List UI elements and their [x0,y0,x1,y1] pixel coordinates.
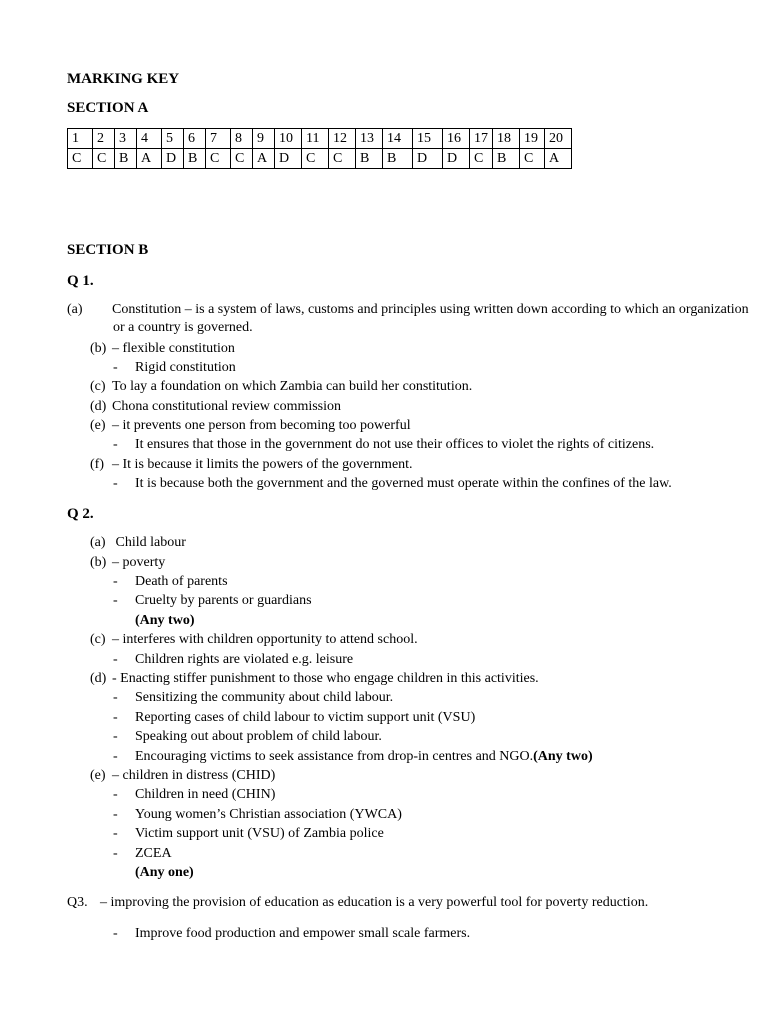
q1-a-text: Constitution – is a system of laws, customs and principles using written down according to which an organization or a country is governed. [112,302,749,335]
dash-bullet: - [113,593,118,608]
question-number-cell: 12 [329,129,356,149]
dash-bullet: - [113,826,118,841]
q2-e-label: (e) [90,768,106,783]
q2-d-sub3: Speaking out about problem of child labour. [135,729,382,744]
q2-heading: Q 2. [67,506,94,522]
question-number-cell: 9 [253,129,275,149]
q2-e-sub3: Victim support unit (VSU) of Zambia police [135,826,384,841]
q1-f [90,456,413,474]
answer-cell: A [545,149,572,169]
q1-d [90,398,341,416]
q2-b-text: – poverty [112,555,166,570]
dash-bullet: - [113,652,118,667]
answer-cell: B [115,149,137,169]
answer-row [68,149,572,169]
q2-d [90,670,539,688]
question-number-cell: 15 [413,129,443,149]
question-number-cell: 3 [115,129,137,149]
question-number-cell: 13 [356,129,383,149]
answer-cell: D [162,149,184,169]
answer-cell: B [383,149,413,169]
dash-bullet: - [113,476,118,491]
question-number-cell: 19 [520,129,545,149]
q2-e [90,767,275,785]
q2-d-sub2: Reporting cases of child labour to victim support unit (VSU) [135,710,476,725]
dash-bullet: - [113,787,118,802]
q1-f-text: – It is because it limits the powers of the government. [112,457,413,472]
answer-cell: D [275,149,302,169]
q2-d-sub1: Sensitizing the community about child labour. [135,690,394,705]
answer-cell: C [520,149,545,169]
q1-a-label: (a) [67,302,83,317]
question-number-cell: 16 [443,129,470,149]
question-number-cell: 5 [162,129,184,149]
q1-b-label: (b) [90,341,107,356]
q2-c-sub1: Children rights are violated e.g. leisure [135,652,354,667]
dash-bullet: - [113,360,118,375]
dash-bullet: - [113,807,118,822]
question-number-cell: 7 [206,129,231,149]
q1-c-label: (c) [90,379,106,394]
q2-e-text: – children in distress (CHID) [112,768,276,783]
q2-b-sub2: Cruelty by parents or guardians [135,593,312,608]
question-number-row [68,129,572,149]
answer-cell: C [93,149,115,169]
dash-bullet: - [113,749,118,764]
q1-d-label: (d) [90,399,107,414]
q1-heading: Q 1. [67,273,94,289]
answer-cell: C [68,149,93,169]
question-number-cell: 11 [302,129,329,149]
answer-key-table [67,128,572,169]
dash-bullet: - [113,729,118,744]
q1-a [67,301,753,337]
q1-f-sub1: It is because both the government and the governed must operate within the confines of the law. [135,476,672,491]
question-number-cell: 10 [275,129,302,149]
q1-e-sub1: It ensures that those in the government do not use their offices to violet the rights of citizens. [135,437,655,452]
question-number-cell: 8 [231,129,253,149]
dash-bullet: - [113,437,118,452]
q3-label: Q3. [67,895,88,910]
q2-e-note: (Any one) [135,865,194,880]
dash-bullet: - [113,574,118,589]
q1-b [90,340,235,358]
answer-cell: C [470,149,493,169]
answer-cell: C [231,149,253,169]
answer-cell: C [206,149,231,169]
q3-sub1: Improve food production and empower small scale farmers. [135,926,471,941]
section-a-title: SECTION A [67,100,149,116]
dash-bullet: - [113,926,118,941]
answer-cell: A [253,149,275,169]
q2-a-text: Child labour [112,535,186,550]
question-number-cell: 2 [93,129,115,149]
q2-c [90,631,418,649]
question-number-cell: 17 [470,129,493,149]
question-number-cell: 14 [383,129,413,149]
q1-b-text: – flexible constitution [112,341,235,356]
q2-c-text: – interferes with children opportunity to attend school. [112,632,418,647]
q2-e-sub4: ZCEA [135,846,172,861]
q1-e-text: – it prevents one person from becoming too powerful [112,418,411,433]
section-b-title: SECTION B [67,242,149,258]
dash-bullet: - [113,846,118,861]
q1-d-text: Chona constitutional review commission [112,399,342,414]
q2-d-text: - Enacting stiffer punishment to those who engage children in this activities. [112,671,539,686]
dash-bullet: - [113,710,118,725]
marking-key-title: MARKING KEY [67,71,180,87]
q2-a-label: (a) [90,535,106,550]
answer-cell: B [184,149,206,169]
answer-cell: B [493,149,520,169]
q3-text: – improving the provision of education as education is a very powerful tool for poverty reduction. [100,895,649,910]
question-number-cell: 1 [68,129,93,149]
q2-d-note: (Any two) [533,749,593,764]
question-number-cell: 4 [137,129,162,149]
q2-e-sub1: Children in need (CHIN) [135,787,276,802]
q1-e-label: (e) [90,418,106,433]
q2-b-label: (b) [90,555,107,570]
answer-cell: B [356,149,383,169]
q2-b-sub1: Death of parents [135,574,228,589]
answer-cell: D [413,149,443,169]
q2-d-sub4-text: Encouraging victims to seek assistance from drop-in centres and NGO. [135,749,534,764]
q2-d-sub4 [135,748,593,766]
q2-c-label: (c) [90,632,106,647]
q2-b [90,554,165,572]
question-number-cell: 6 [184,129,206,149]
question-number-cell: 20 [545,129,572,149]
q1-e [90,417,411,435]
question-number-cell: 18 [493,129,520,149]
q2-a [90,534,186,552]
answer-cell: C [302,149,329,169]
dash-bullet: - [113,690,118,705]
answer-cell: D [443,149,470,169]
q1-b-sub1: Rigid constitution [135,360,236,375]
answer-cell: C [329,149,356,169]
q1-c [90,378,472,396]
q2-e-sub2: Young women’s Christian association (YWCA) [135,807,402,822]
q2-b-note: (Any two) [135,613,195,628]
q1-c-text: To lay a foundation on which Zambia can build her constitution. [112,379,473,394]
q1-f-label: (f) [90,457,104,472]
q2-d-label: (d) [90,671,107,686]
answer-cell: A [137,149,162,169]
